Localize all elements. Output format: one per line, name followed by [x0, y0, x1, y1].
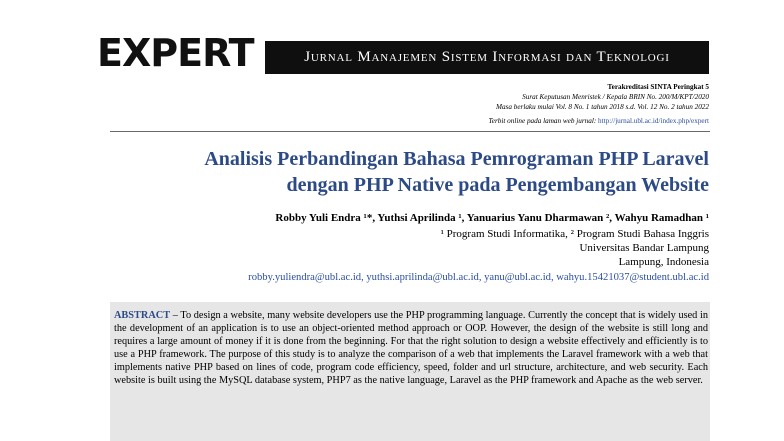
accreditation-line: Terakreditasi SINTA Peringkat 5 [607, 83, 709, 91]
affiliations [441, 227, 709, 269]
journal-title-banner: Jurnal Manajemen Sistem Informasi dan Teknologi [265, 41, 709, 74]
article-title [89, 146, 709, 198]
header-divider [110, 131, 710, 132]
online-publication-note [488, 117, 709, 125]
author-list: Robby Yuli Endra ¹*, Yuthsi Aprilinda ¹, Yanuarius Yanu Dharmawan ², Wahyu Ramadhan ¹ [275, 212, 709, 224]
affiliation-location: Lampung, Indonesia [618, 256, 709, 268]
abstract-text [114, 309, 708, 387]
abstract-body: – To design a website, many website developers use the PHP programming language. Currently the concept that is widely used in the development of an application is to use an object-oriented method approach or OOP. However, the design of the website is still long and requires a large amount of money if it is done from the beginning. For that the right solution to design a website effectively and efficiently is to use a PHP framework. The purpose of this study is to analyze the comparison of a web that implements the Laravel framework with a web that implements native PHP based on lines of code, program code efficiency, speed, folder and url structure, architecture, and web security. Each website is built using the MySQL database system, PHP7 as the native language, Laravel as the PHP framework and Apache as the web server. [114, 310, 708, 386]
accreditation-info [496, 82, 709, 112]
journal-logo: EXPERT [97, 31, 254, 75]
journal-url-link[interactable]: http://jurnal.ubl.ac.id/index.php/expert [598, 117, 709, 125]
online-prefix: Terbit online pada laman web jurnal: [488, 117, 599, 125]
author-emails: robby.yuliendra@ubl.ac.id, yuthsi.aprilinda@ubl.ac.id, yanu@ubl.ac.id, wahyu.15421037@student.ubl.ac.id [248, 272, 709, 283]
title-line-2: dengan PHP Native pada Pengembangan Website [286, 174, 709, 196]
affiliation-departments: ¹ Program Studi Informatika, ² Program Studi Bahasa Inggris [440, 228, 709, 240]
abstract-heading: ABSTRACT [114, 310, 171, 321]
affiliation-university: Universitas Bandar Lampung [579, 242, 709, 254]
decree-line: Surat Keputusan Menristek / Kepala BRIN No. 200/M/KPT/2020 [522, 93, 709, 101]
title-line-1: Analisis Perbandingan Bahasa Pemrograman PHP Laravel [204, 148, 709, 170]
validity-line: Masa berlaku mulai Vol. 8 No. 1 tahun 2018 s.d. Vol. 12 No. 2 tahun 2022 [495, 103, 709, 111]
